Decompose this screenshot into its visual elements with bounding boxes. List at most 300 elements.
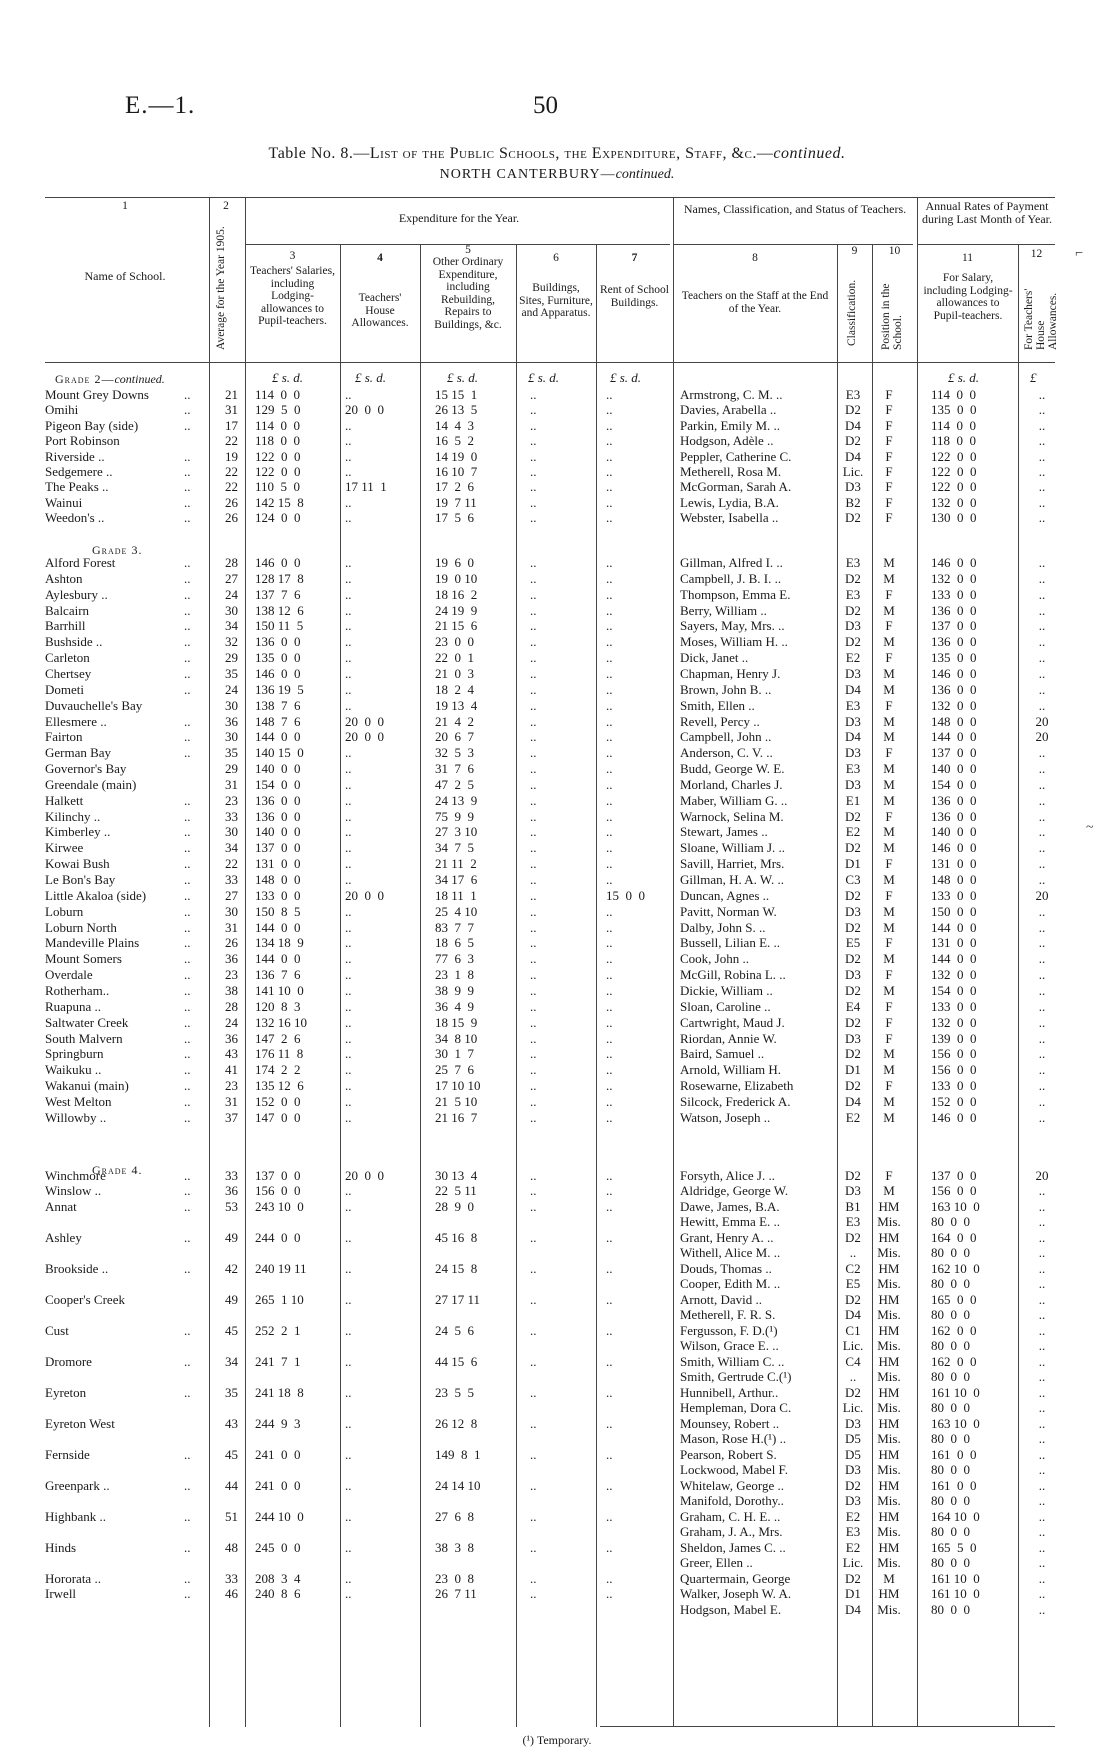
average-attendance: 33	[225, 1571, 238, 1586]
position: M	[883, 555, 895, 570]
salary-rate: 165 0 0	[931, 1292, 977, 1307]
school-name: Alford Forest	[45, 555, 116, 570]
position: M	[883, 713, 895, 729]
position: F	[885, 494, 893, 510]
school-name: Kowai Bush	[45, 856, 110, 872]
classification: D4	[845, 417, 861, 433]
salary-rate: 144 0 0	[931, 919, 977, 935]
salary-rate: 80 0 0	[931, 1245, 970, 1261]
house-allowance: ..	[345, 1447, 352, 1462]
other-expenditure: 22 0 1	[435, 650, 474, 666]
school-name: Little Akaloa (side)	[45, 887, 147, 903]
teachers-salaries: 138 7 6	[255, 697, 301, 713]
house-allowance-rate: ..	[1038, 479, 1046, 495]
classification: D3	[845, 776, 861, 792]
position: F	[885, 402, 893, 418]
other-expenditure: 22 5 11	[435, 1183, 477, 1199]
other-expenditure: 24 14 10	[435, 1478, 481, 1493]
position: F	[885, 586, 893, 602]
teacher-name: Graham, C. H. E. ..	[680, 1509, 781, 1524]
buildings-expenditure: ..	[530, 1230, 537, 1245]
buildings-expenditure: ..	[530, 618, 537, 634]
school-name: South Malvern	[45, 1030, 123, 1046]
average-attendance: 31	[225, 402, 238, 418]
position: Mis.	[877, 1493, 901, 1509]
region-name: NORTH CANTERBURY—	[439, 167, 616, 182]
other-expenditure: 18 16 2	[435, 586, 478, 602]
teacher-name: Cartwright, Maud J.	[680, 1014, 785, 1030]
salary-rate: 132 0 0	[931, 697, 977, 713]
position: M	[883, 1183, 895, 1199]
school-name: Duvauchelle's Bay	[45, 697, 143, 713]
position: M	[883, 982, 895, 998]
school-name: German Bay	[45, 745, 112, 761]
house-allowance: ..	[345, 1046, 352, 1062]
buildings-expenditure: ..	[530, 634, 537, 650]
rent: ..	[606, 982, 613, 998]
teacher-name: Morland, Charles J.	[680, 776, 783, 792]
house-allowance: ..	[345, 586, 352, 602]
school-name: Hinds	[45, 1540, 77, 1555]
rent: ..	[606, 824, 613, 840]
teachers-salaries: 144 0 0	[255, 951, 301, 967]
teacher-name: Gillman, Alfred I. ..	[680, 555, 783, 570]
leader-dots: ..	[184, 1199, 191, 1214]
table-row	[0, 1261, 1114, 1276]
buildings-expenditure: ..	[530, 1168, 537, 1183]
salary-rate: 130 0 0	[931, 510, 977, 526]
teacher-name: Manifold, Dorothy..	[680, 1493, 784, 1509]
table-row	[0, 920, 1114, 935]
rent: ..	[606, 555, 613, 570]
school-name: Rotherham..	[45, 982, 110, 998]
school-name: Brookside ..	[45, 1261, 109, 1276]
teachers-salaries: 135 12 6	[255, 1078, 304, 1094]
house-allowance-rate: ..	[1038, 1030, 1046, 1046]
teachers-salaries: 174 2 2	[255, 1062, 301, 1078]
leader-dots: ..	[184, 1030, 191, 1046]
house-allowance-rate: ..	[1038, 586, 1046, 602]
salary-rate: 148 0 0	[931, 872, 977, 887]
other-expenditure: 19 6 0	[435, 555, 474, 570]
salary-rate: 156 0 0	[931, 1046, 977, 1062]
average-attendance: 30	[225, 697, 238, 713]
school-name: Cooper's Creek	[45, 1292, 125, 1307]
rent: ..	[606, 479, 613, 495]
average-attendance: 44	[225, 1478, 238, 1493]
school-name: Cust	[45, 1323, 69, 1338]
school-name: Bushside ..	[45, 634, 103, 650]
school-name: Saltwater Creek	[45, 1014, 129, 1030]
classification: E4	[845, 998, 861, 1014]
leader-dots: ..	[184, 1354, 191, 1369]
col11-number: 11	[961, 252, 974, 264]
teachers-salaries: 137 0 0	[255, 1168, 301, 1183]
house-allowance-rate: ..	[1038, 387, 1046, 402]
classification: D5	[845, 1447, 861, 1462]
salary-rate: 156 0 0	[931, 1062, 977, 1078]
table-row	[0, 1323, 1114, 1338]
classification: D2	[845, 1571, 861, 1586]
leader-dots: ..	[184, 713, 191, 729]
classification: D2	[845, 1292, 861, 1307]
salary-rate: 122 0 0	[931, 464, 977, 479]
rent: ..	[606, 998, 613, 1014]
buildings-expenditure: ..	[530, 808, 537, 824]
table-row	[0, 464, 1114, 479]
position: F	[885, 618, 893, 634]
buildings-expenditure: ..	[530, 1385, 537, 1400]
classification: D4	[845, 448, 861, 464]
school-name: West Melton	[45, 1093, 112, 1109]
school-name: Ashley	[45, 1230, 82, 1245]
table-row	[0, 840, 1114, 855]
table-row	[0, 495, 1114, 510]
house-allowance: 17 11 1	[345, 479, 387, 495]
position: F	[885, 1168, 893, 1183]
leader-dots: ..	[184, 387, 191, 402]
teacher-name: Revell, Percy ..	[680, 713, 760, 729]
table-row	[0, 856, 1114, 871]
school-name: Irwell	[45, 1586, 77, 1602]
position: F	[885, 998, 893, 1014]
salary-rate: 136 0 0	[931, 792, 977, 808]
buildings-expenditure: ..	[530, 998, 537, 1014]
classification: D2	[845, 951, 861, 967]
position: M	[883, 1062, 895, 1078]
table-row	[0, 387, 1114, 402]
classification: D2	[845, 1478, 861, 1493]
rent: ..	[606, 665, 613, 681]
average-attendance: 30	[225, 824, 238, 840]
teachers-salaries: 243 10 0	[255, 1199, 304, 1214]
buildings-expenditure: ..	[530, 840, 537, 856]
col6-label: Buildings, Sites, Furniture, and Apparatus.	[519, 282, 593, 319]
house-allowance-rate: ..	[1038, 1292, 1046, 1307]
average-attendance: 22	[225, 464, 238, 479]
classification: B2	[845, 494, 861, 510]
position: M	[883, 824, 895, 840]
units-rate: £ s. d.	[948, 370, 980, 385]
house-allowance-rate: ..	[1038, 417, 1046, 433]
other-expenditure: 20 6 7	[435, 729, 474, 745]
position: HM	[878, 1354, 900, 1369]
salary-rate: 132 0 0	[931, 570, 977, 586]
classification: D3	[845, 967, 861, 983]
house-allowance-rate: ..	[1038, 1078, 1046, 1094]
salary-rate: 133 0 0	[931, 586, 977, 602]
expenditure-group-label: Expenditure for the Year.	[398, 211, 520, 225]
table-row	[0, 745, 1114, 760]
teacher-name: Sheldon, James C. ..	[680, 1540, 786, 1555]
salary-rate: 161 0 0	[931, 1478, 977, 1493]
table-row	[0, 951, 1114, 966]
teacher-name: Berry, William ..	[680, 602, 767, 618]
rent: ..	[606, 1571, 613, 1586]
buildings-expenditure: ..	[530, 713, 537, 729]
rent: ..	[606, 776, 613, 792]
house-allowance: ..	[345, 951, 352, 967]
table-row	[0, 479, 1114, 494]
table-row	[0, 1292, 1114, 1307]
house-allowance-rate: ..	[1038, 1416, 1046, 1431]
teacher-name: Budd, George W. E.	[680, 761, 785, 777]
salary-rate: 80 0 0	[931, 1431, 970, 1447]
classification: D2	[845, 1168, 861, 1183]
table-row	[0, 1110, 1114, 1125]
teacher-name: Mason, Rose H.(¹) ..	[680, 1431, 787, 1447]
school-name: Ellesmere ..	[45, 713, 107, 729]
classification: E3	[845, 1214, 861, 1230]
house-allowance-rate: ..	[1038, 856, 1046, 872]
house-allowance-rate: ..	[1038, 1245, 1046, 1261]
salary-rate: 80 0 0	[931, 1493, 970, 1509]
table-row	[0, 1062, 1114, 1077]
average-attendance: 33	[225, 872, 238, 887]
table-row	[0, 1400, 1114, 1415]
classification: D1	[845, 856, 861, 872]
teacher-name: Lewis, Lydia, B.A.	[680, 494, 779, 510]
classification: D4	[845, 1307, 861, 1323]
teachers-salaries: 150 11 5	[255, 618, 304, 634]
rent: ..	[606, 1323, 613, 1338]
rent: ..	[606, 745, 613, 761]
rent: ..	[606, 1168, 613, 1183]
house-allowance: ..	[345, 1571, 352, 1586]
house-allowance: ..	[345, 903, 352, 919]
position: Mis.	[877, 1338, 901, 1354]
position: Mis.	[877, 1555, 901, 1571]
teachers-salaries: 150 8 5	[255, 903, 301, 919]
leader-dots: ..	[184, 417, 191, 433]
leader-dots: ..	[184, 1230, 191, 1245]
teachers-salaries: 244 9 3	[255, 1416, 301, 1431]
teacher-name: Davies, Arabella ..	[680, 402, 777, 418]
leader-dots: ..	[184, 618, 191, 634]
average-attendance: 33	[225, 1168, 238, 1183]
house-allowance-rate: ..	[1038, 433, 1046, 449]
table-row	[0, 1586, 1114, 1601]
house-allowance: 20 0 0	[345, 713, 384, 729]
rent: ..	[606, 1046, 613, 1062]
house-allowance-rate: ..	[1038, 1323, 1046, 1338]
average-attendance: 31	[225, 919, 238, 935]
teachers-salaries: 135 0 0	[255, 650, 301, 666]
house-allowance-rate: ..	[1038, 872, 1046, 887]
table-row	[0, 1046, 1114, 1061]
teacher-name: Hunnibell, Arthur..	[680, 1385, 779, 1400]
classification: Lic.	[842, 1400, 864, 1416]
teachers-salaries: 114 0 0	[255, 387, 301, 402]
average-attendance: 41	[225, 1062, 238, 1078]
school-name: Sedgemere ..	[45, 464, 113, 479]
classification: Lic.	[842, 1338, 864, 1354]
position: M	[883, 729, 895, 745]
classification: D4	[845, 1601, 861, 1617]
average-attendance: 29	[225, 761, 238, 777]
house-allowance-rate: ..	[1038, 745, 1046, 761]
teacher-name: Cook, John ..	[680, 951, 749, 967]
buildings-expenditure: ..	[530, 464, 537, 479]
classification: D2	[845, 634, 861, 650]
school-name: Overdale	[45, 967, 93, 983]
rent: ..	[606, 586, 613, 602]
house-allowance: ..	[345, 1093, 352, 1109]
buildings-expenditure: ..	[530, 586, 537, 602]
average-attendance: 29	[225, 650, 238, 666]
position: M	[883, 776, 895, 792]
position: M	[883, 903, 895, 919]
buildings-expenditure: ..	[530, 729, 537, 745]
teacher-name: Sloan, Caroline ..	[680, 998, 771, 1014]
salary-rate: 146 0 0	[931, 555, 977, 570]
table-row	[0, 793, 1114, 808]
house-allowance-rate: ..	[1038, 1447, 1046, 1462]
buildings-expenditure: ..	[530, 1509, 537, 1524]
average-attendance: 31	[225, 1093, 238, 1109]
other-expenditure: 27 3 10	[435, 824, 478, 840]
position: Mis.	[877, 1462, 901, 1478]
salary-rate: 146 0 0	[931, 665, 977, 681]
table-row	[0, 666, 1114, 681]
house-allowance: ..	[345, 1078, 352, 1094]
house-allowance: ..	[345, 840, 352, 856]
table-row	[0, 618, 1114, 633]
house-allowance-rate: ..	[1038, 494, 1046, 510]
classification: E3	[845, 1524, 861, 1540]
house-allowance: ..	[345, 1183, 352, 1199]
teachers-salaries: 137 0 0	[255, 840, 301, 856]
classification: E2	[845, 650, 861, 666]
classification: D1	[845, 1586, 861, 1602]
rates-group-label: Annual Rates of Payment during Last Month of Year.	[922, 199, 1052, 226]
teachers-salaries: 240 8 6	[255, 1586, 301, 1602]
other-expenditure: 25 4 10	[435, 903, 478, 919]
house-allowance-rate: ..	[1038, 681, 1046, 697]
house-allowance-rate: ..	[1038, 650, 1046, 666]
leader-dots: ..	[184, 570, 191, 586]
house-allowance-rate: 20	[1035, 1168, 1049, 1183]
salary-rate: 161 10 0	[931, 1571, 980, 1586]
house-allowance-rate: 20	[1035, 887, 1049, 903]
house-allowance: ..	[345, 808, 352, 824]
average-attendance: 26	[225, 494, 238, 510]
position: HM	[878, 1509, 900, 1524]
table-row	[0, 1431, 1114, 1446]
house-allowance-rate: ..	[1038, 1478, 1046, 1493]
house-allowance-rate: ..	[1038, 935, 1046, 951]
teachers-salaries: 240 19 11	[255, 1261, 307, 1276]
house-allowance: ..	[345, 1014, 352, 1030]
salary-rate: 136 0 0	[931, 602, 977, 618]
house-allowance-rate: ..	[1038, 1462, 1046, 1478]
house-allowance-rate: ..	[1038, 402, 1046, 418]
classification: E5	[845, 1276, 861, 1292]
position: M	[883, 919, 895, 935]
teacher-name: Smith, Ellen ..	[680, 697, 755, 713]
position: M	[883, 665, 895, 681]
teacher-name: Silcock, Frederick A.	[680, 1093, 791, 1109]
house-allowance-rate: ..	[1038, 448, 1046, 464]
school-name: Wainui	[45, 494, 83, 510]
house-allowance: ..	[345, 510, 352, 526]
teachers-salaries: 136 0 0	[255, 634, 301, 650]
leader-dots: ..	[184, 1447, 191, 1462]
teachers-salaries: 147 2 6	[255, 1030, 301, 1046]
salary-rate: 80 0 0	[931, 1369, 970, 1385]
table-row	[0, 449, 1114, 464]
other-expenditure: 21 15 6	[435, 618, 478, 634]
position: F	[885, 1014, 893, 1030]
col5-number: 5	[465, 244, 471, 256]
other-expenditure: 25 7 6	[435, 1062, 474, 1078]
salary-rate: 80 0 0	[931, 1307, 970, 1323]
classification: D3	[845, 745, 861, 761]
other-expenditure: 149 8 1	[435, 1447, 481, 1462]
school-name: Weedon's ..	[45, 510, 105, 526]
school-name: Governor's Bay	[45, 761, 127, 777]
buildings-expenditure: ..	[530, 510, 537, 526]
table-row	[0, 999, 1114, 1014]
salary-rate: 131 0 0	[931, 856, 977, 872]
position: M	[883, 792, 895, 808]
classification: D3	[845, 665, 861, 681]
buildings-expenditure: ..	[530, 1030, 537, 1046]
buildings-expenditure: ..	[530, 602, 537, 618]
other-expenditure: 19 7 11	[435, 494, 477, 510]
salary-rate: 156 0 0	[931, 1183, 977, 1199]
buildings-expenditure: ..	[530, 417, 537, 433]
position: M	[883, 872, 895, 887]
table-row	[0, 809, 1114, 824]
position: Mis.	[877, 1276, 901, 1292]
salary-rate: 144 0 0	[931, 729, 977, 745]
house-allowance-rate: ..	[1038, 919, 1046, 935]
rent: ..	[606, 1109, 613, 1125]
salary-rate: 132 0 0	[931, 967, 977, 983]
house-allowance-rate: ..	[1038, 808, 1046, 824]
leader-dots: ..	[184, 1062, 191, 1078]
school-name: Fernside	[45, 1447, 90, 1462]
school-name: The Peaks ..	[45, 479, 109, 495]
salary-rate: 164 10 0	[931, 1509, 980, 1524]
col9-label: Classification.	[846, 279, 858, 346]
teachers-salaries: 122 0 0	[255, 448, 301, 464]
classification: D3	[845, 1183, 861, 1199]
leader-dots: ..	[184, 1571, 191, 1586]
school-name: Kilinchy ..	[45, 808, 101, 824]
salary-rate: 80 0 0	[931, 1400, 970, 1416]
teacher-name: Dick, Janet ..	[680, 650, 749, 666]
salary-rate: 152 0 0	[931, 1093, 977, 1109]
table-row	[0, 1478, 1114, 1493]
school-name: Kimberley ..	[45, 824, 111, 840]
buildings-expenditure: ..	[530, 1571, 537, 1586]
other-expenditure: 24 19 9	[435, 602, 478, 618]
house-allowance-rate: ..	[1038, 1369, 1046, 1385]
table-row	[0, 402, 1114, 417]
other-expenditure: 34 7 5	[435, 840, 474, 856]
table-row	[0, 603, 1114, 618]
school-name: Le Bon's Bay	[45, 872, 116, 887]
rent: ..	[606, 1478, 613, 1493]
house-allowance: ..	[345, 745, 352, 761]
house-allowance-rate: 20	[1035, 713, 1049, 729]
leader-dots: ..	[184, 792, 191, 808]
leader-dots: ..	[184, 634, 191, 650]
teacher-name: Stewart, James ..	[680, 824, 768, 840]
position: Mis.	[877, 1214, 901, 1230]
